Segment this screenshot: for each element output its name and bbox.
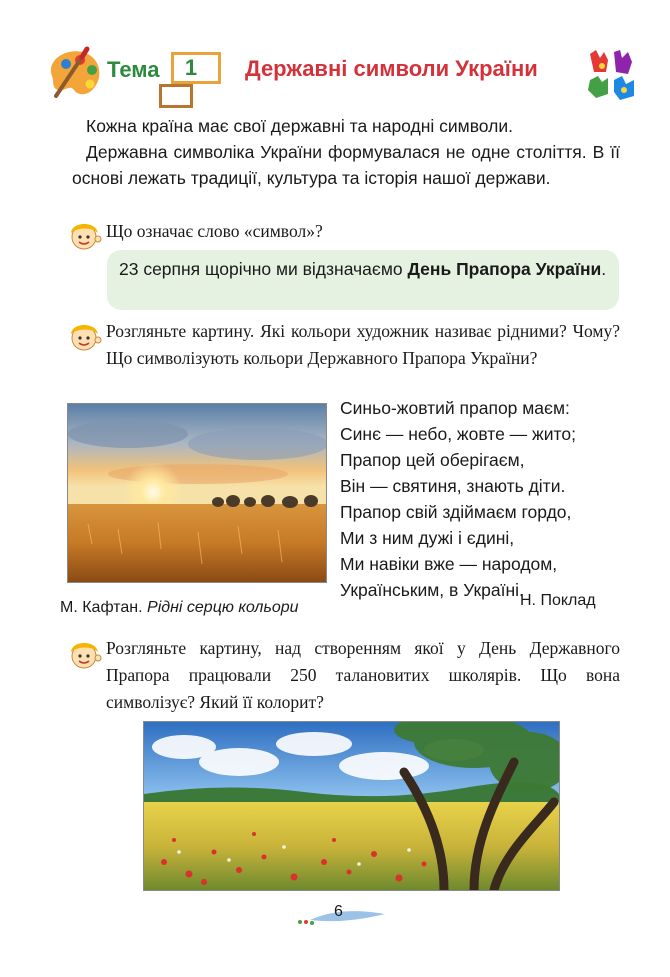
palette-icon (44, 46, 104, 102)
question-2: Розгляньте картину. Які кольори художник називає рідними? Чому? Що символізують кольори Державного Прапора України? (106, 321, 620, 368)
painting-1-title: Рідні серцю кольори (147, 599, 299, 616)
poem-line: Синьо-жовтий прапор маєм: (340, 398, 570, 418)
poem-line: Ми навіки вже — народом, (340, 554, 558, 574)
page-number: 6 (334, 903, 343, 920)
poem-line: Прапор свій здіймаєм гордо, (340, 502, 572, 522)
intro-paragraph-2: Державна символіка України формувалася не одне століття. В її основі лежать традиції, культура та історія нашої держави. (72, 142, 620, 188)
tema-number: 1 (184, 55, 198, 80)
flag-day-note (107, 250, 619, 310)
children-field-painting (143, 721, 560, 891)
poem-line: Прапор цей оберігаєм, (340, 450, 525, 470)
tema-badge (171, 52, 227, 106)
poem-line: Українським, в Україні. (340, 580, 524, 600)
note-bold-text: День Прапора України (407, 259, 602, 279)
poem-line: Ми з ним дужі і єдині, (340, 528, 515, 548)
pupil-face-icon (68, 638, 102, 670)
tema-label: Тема (107, 57, 160, 82)
poem-author: Н. Поклад (520, 592, 596, 609)
colorful-hands-icon (586, 50, 638, 102)
pupil-face-icon (68, 320, 102, 352)
painting-1-caption (60, 599, 299, 617)
intro-text (72, 113, 620, 191)
poem-line: Він — святиня, знають діти. (340, 476, 566, 496)
intro-paragraph-1: Кожна країна має свої державні та народні символи. (86, 116, 513, 136)
sunset-wheat-painting (67, 403, 327, 583)
question-3: Розгляньте картину, над створенням якої у День Державного Прапора працювали 250 талановитих школярів. Що вона символізує? Який її колорит? (106, 638, 620, 712)
note-text-end: . (601, 259, 607, 279)
poem (340, 395, 576, 603)
question-1: Що означає слово «символ»? (106, 221, 323, 241)
poem-line: Синє — небо, жовте — жито; (340, 424, 576, 444)
pupil-face-icon (68, 219, 102, 251)
page-title: Державні символи України (245, 56, 538, 81)
painting-1-author: М. Кафтан. (60, 599, 143, 616)
note-text: 23 серпня щорічно ми відзначаємо (119, 259, 408, 279)
